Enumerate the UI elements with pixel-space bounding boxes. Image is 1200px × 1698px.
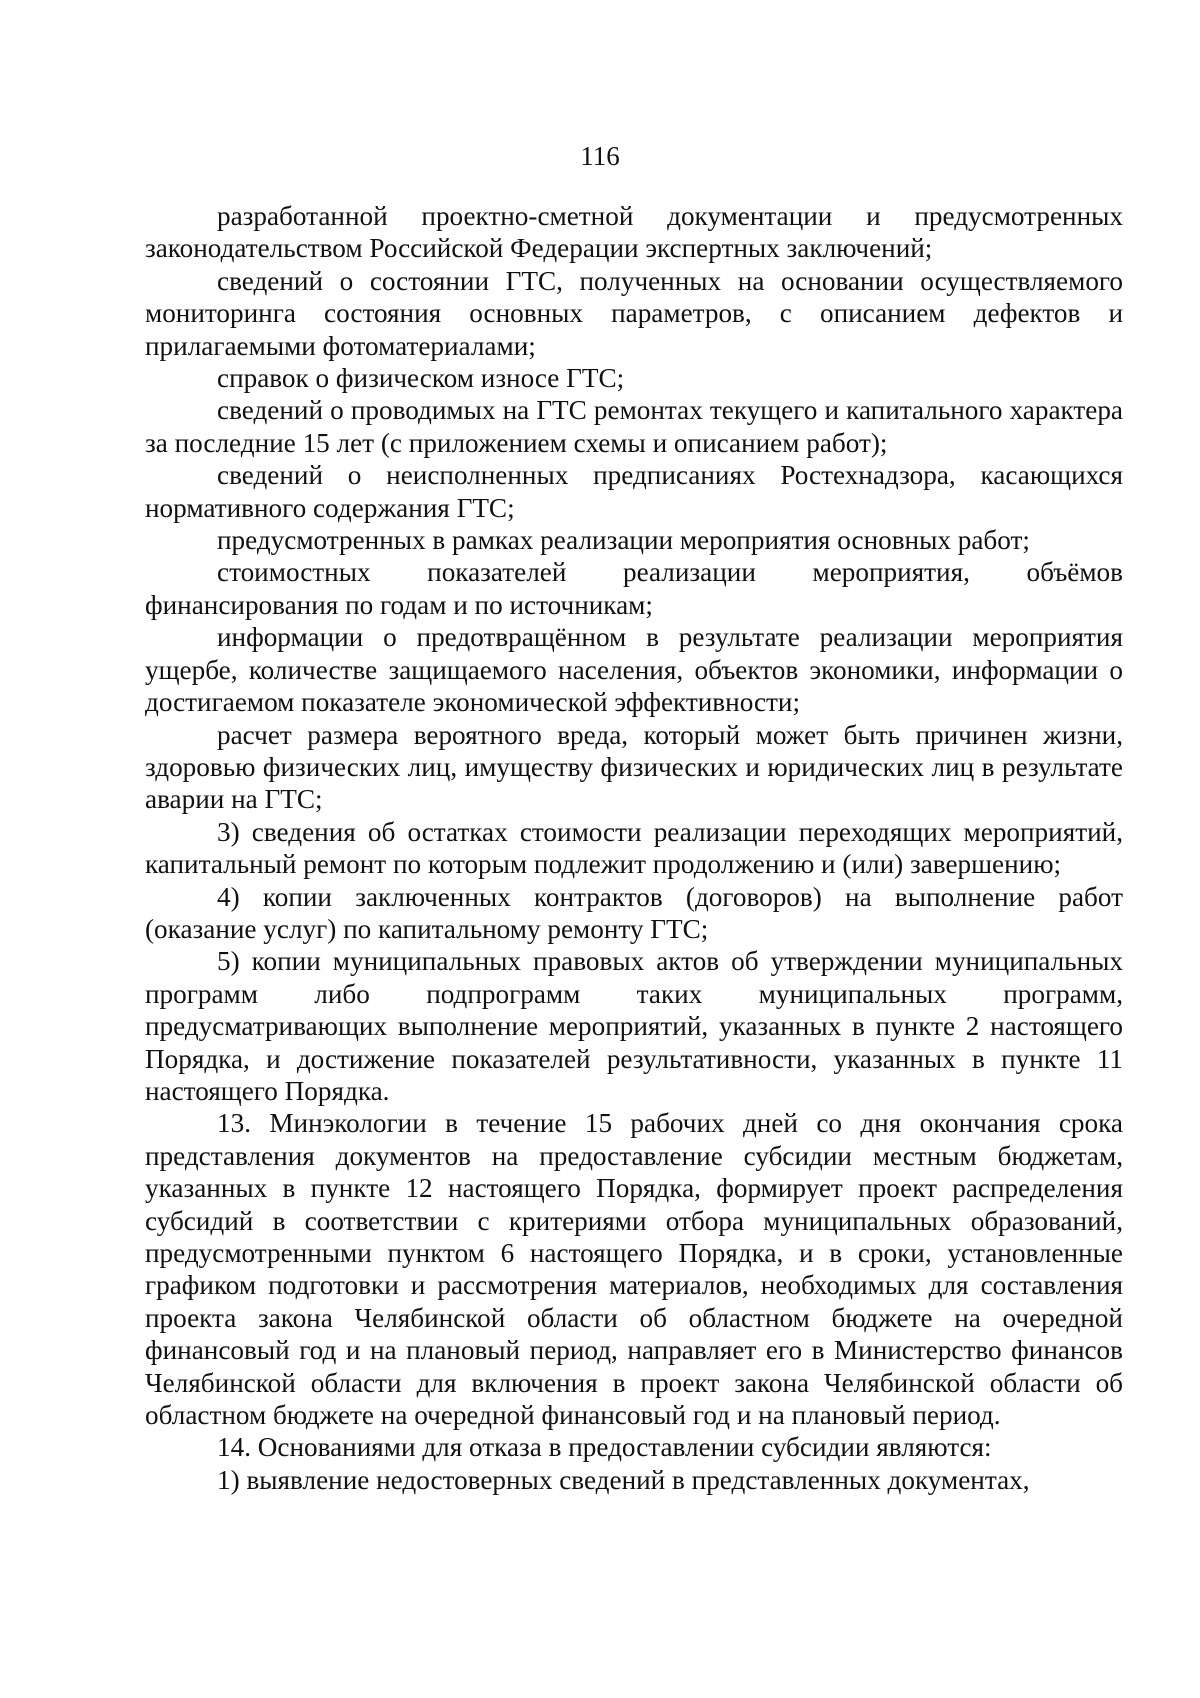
- paragraph: сведений о проводимых на ГТС ремонтах текущего и капитального характера за последние 15 лет (с приложением схемы и описанием работ);: [145, 395, 1123, 458]
- paragraph: 3) сведения об остатках стоимости реализации переходящих мероприятий, капитальный ремонт по которым подлежит продолжению и (или) завершению;: [145, 816, 1123, 880]
- paragraph: 13. Минэкологии в течение 15 рабочих дней со дня окончания срока представления документов на предоставление субсидии местным бюджетам, указанных в пункте 12 настоящего Порядка, формирует проект распределения субсидий в соответствии с критериями отбора муниципальных образований, предусмотренными пунктом 6 настоящего Порядка, и в сроки, установленные графиком подготовки и рассмотрения материалов, необходимых для составления проекта закона Челябинской области об областном бюджете на очередной финансовый год и на плановый период, направляет его в Министерство финансов Челябинской области для включения в проект закона Челябинской области об областном бюджете на очередной финансовый год и на плановый период.: [145, 1108, 1123, 1431]
- paragraph: сведений о неисполненных предписаниях Ростехнадзора, касающихся нормативного содержания ГТС;: [145, 460, 1123, 523]
- document-body: [145, 200, 1123, 1496]
- paragraph: 5) копии муниципальных правовых актов об утверждении муниципальных программ либо подпрограмм таких муниципальных программ, предусматривающих выполнение мероприятий, указанных в пункте 2 настоящего Порядка, и достижение показателей результативности, указанных в пункте 11 настоящего Порядка.: [145, 946, 1123, 1106]
- paragraph: разработанной проектно-сметной документации и предусмотренных законодательством Российской Федерации экспертных заключений;: [145, 201, 1123, 264]
- paragraph-continued: 1) выявление недостоверных сведений в представленных документах,: [217, 1464, 1030, 1495]
- paragraph: информации о предотвращённом в результате реализации мероприятия ущербе, количестве защищаемого населения, объектов экономики, информации о достигаемом показателе экономической эффективности;: [145, 622, 1123, 718]
- paragraph: стоимостных показателей реализации мероприятия, объёмов финансирования по годам и по источникам;: [145, 557, 1123, 620]
- page-number: 116: [580, 141, 620, 171]
- paragraph: предусмотренных в рамках реализации мероприятия основных работ;: [217, 525, 1030, 556]
- paragraph: справок о физическом износе ГТС;: [217, 363, 625, 394]
- paragraph: расчет размера вероятного вреда, который может быть причинен жизни, здоровью физических лиц, имуществу физических и юридических лиц в результате аварии на ГТС;: [145, 719, 1123, 815]
- paragraph: сведений о состоянии ГТС, полученных на основании осуществляемого мониторинга состояния основных параметров, с описанием дефектов и прилагаемыми фотоматериалами;: [145, 265, 1123, 361]
- paragraph: 14. Основаниями для отказа в предоставлении субсидии являются:: [217, 1432, 992, 1463]
- paragraph: 4) копии заключенных контрактов (договоров) на выполнение работ (оказание услуг) по капитальному ремонту ГТС;: [145, 881, 1123, 944]
